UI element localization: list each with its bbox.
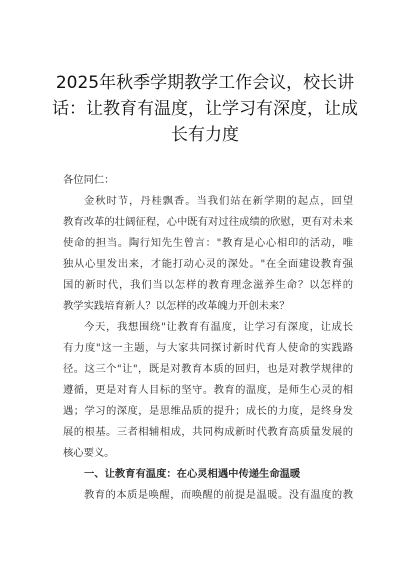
paragraph-line: 金秋时节，丹桂飘香。当我们站在新学期的起点，回望 (84, 195, 353, 207)
paragraph-line: 遵循，更是对育人目标的坚守。教育的温度，是师生心灵的相 (63, 384, 353, 396)
paragraph-line: 径。这三个"让"，既是对教育本质的回归，也是对教学规律的 (63, 363, 353, 375)
paragraph-line: 核心要义。 (63, 447, 115, 459)
paragraph-line: 独从心里发出来，才能打动心灵的深处。"在全面建设教育强 (63, 258, 353, 270)
title-line: 长有力度 (171, 125, 239, 145)
paragraph-line: 遇；学习的深度，是思维品质的提升；成长的力度，是终身发 (63, 405, 353, 417)
paragraph-line: 教育的本质是唤醒，而唤醒的前提是温暖。没有温度的教 (84, 489, 353, 501)
paragraph-line: 使命的担当。陶行知先生曾言："教育是心心相印的活动，唯 (63, 237, 353, 249)
document-body (63, 170, 353, 506)
section-heading: 一、让教育有温度：在心灵相遇中传递生命温暖 (84, 468, 301, 480)
document-title (40, 70, 370, 148)
paragraph-line: 国的新时代，我们当以怎样的教育理念滋养生命？以怎样的 (63, 279, 353, 291)
paragraph-1 (63, 191, 353, 317)
salutation: 各位同仁： (63, 174, 115, 186)
paragraph-line: 有力度"这一主题，与大家共同探讨新时代育人使命的实践路 (63, 342, 353, 354)
paragraph-line: 展的根基。三者相辅相成，共同构成新时代教育高质量发展的 (63, 426, 353, 438)
paragraph-line: 教育改革的壮阔征程，心中既有对过往成绩的欣慰，更有对未来 (63, 216, 353, 228)
title-line: 话：让教育有温度，让学习有深度，让成 (52, 99, 358, 119)
paragraph-line: 教学实践培育新人？以怎样的改革魄力开创未来？ (63, 300, 290, 312)
title-line: 2025年秋季学期教学工作会议，校长讲 (55, 73, 355, 93)
paragraph-line: 今天，我想围绕"让教育有温度，让学习有深度，让成长 (84, 321, 353, 333)
paragraph-2 (63, 317, 353, 464)
paragraph-3 (63, 485, 353, 506)
